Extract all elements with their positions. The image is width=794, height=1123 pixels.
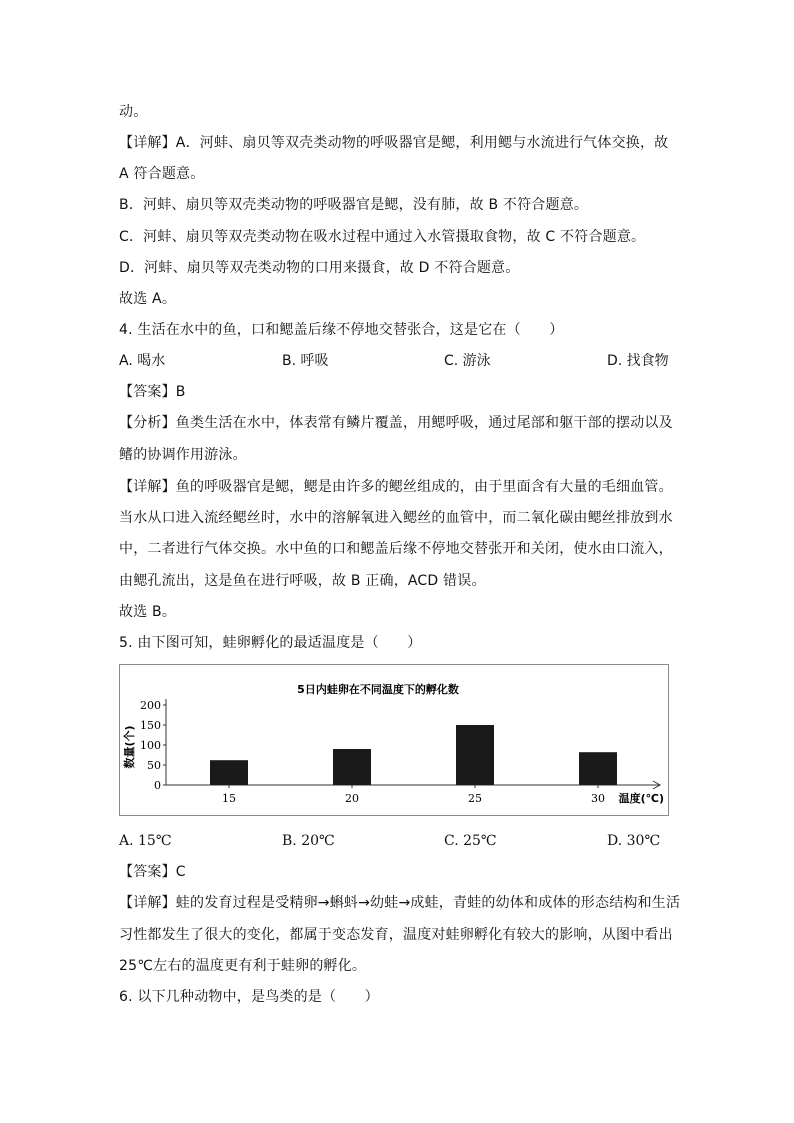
- text-line: 故选 A。: [119, 291, 177, 307]
- q4-option-a: A. 喝水: [119, 353, 166, 369]
- text-line: D．河蚌、扇贝等双壳类动物的口用来摄食，故 D 不符合题意。: [119, 260, 520, 276]
- text-line: A 符合题意。: [119, 166, 205, 182]
- x-axis-label: 温度(℃): [618, 792, 664, 805]
- y-tick-label: 100: [140, 739, 161, 752]
- bar-chart: [120, 665, 668, 815]
- q5-option-a: A. 15℃: [119, 833, 172, 849]
- text-line: 动。: [119, 104, 148, 120]
- x-tick-label: 25: [468, 792, 482, 805]
- text-line: 【详解】蛙的发育过程是受精卵→蝌蚪→幼蛙→成蛙，青蛙的幼体和成体的形态结构和生活: [119, 895, 681, 911]
- bar: [579, 752, 617, 785]
- text-line: 故选 B。: [119, 604, 177, 620]
- bar: [210, 760, 248, 785]
- text-line: 鳍的协调作用游泳。: [119, 447, 247, 463]
- chart-frame: [119, 664, 669, 816]
- q5-option-c: C. 25℃: [444, 833, 497, 849]
- text-line: B．河蚌、扇贝等双壳类动物的呼吸器官是鳃，没有肺，故 B 不符合题意。: [119, 197, 589, 213]
- text-line: 习性都发生了很大的变化，都属于变态发育，温度对蛙卵孵化有较大的影响，从图中看出: [119, 927, 673, 943]
- text-line: C．河蚌、扇贝等双壳类动物在吸水过程中通过入水管摄取食物，故 C 不符合题意。: [119, 229, 646, 245]
- question-5: 5. 由下图可知，蛙卵孵化的最适温度是（ ）: [119, 635, 422, 651]
- text-line: 当水从口进入流经鳃丝时，水中的溶解氧进入鳃丝的血管中，而二氧化碳由鳃丝排放到水: [119, 510, 673, 526]
- text-line: 【详解】鱼的呼吸器官是鳃，鳃是由许多的鳃丝组成的，由于里面含有大量的毛细血管。: [119, 479, 673, 495]
- q5-option-d: D. 30℃: [607, 833, 661, 849]
- text-line: 【详解】A．河蚌、扇贝等双壳类动物的呼吸器官是鳃，利用鳃与水流进行气体交换，故: [119, 135, 669, 151]
- text-line: 中，二者进行气体交换。水中鱼的口和鳃盖后缘不停地交替张开和关闭，使水由口流入，: [119, 541, 673, 557]
- chart-title: 5日内蛙卵在不同温度下的孵化数: [297, 683, 459, 696]
- bar: [333, 749, 371, 785]
- answer-label: 【答案】B: [119, 384, 186, 400]
- text-line: 由鳃孔流出，这是鱼在进行呼吸，故 B 正确，ACD 错误。: [119, 573, 486, 589]
- q4-option-d: D. 找食物: [607, 353, 669, 369]
- y-tick-label: 0: [154, 779, 161, 792]
- y-tick-label: 50: [147, 759, 161, 772]
- y-tick-label: 150: [140, 719, 161, 732]
- y-axis-label: 数量(个): [123, 725, 136, 769]
- question-6: 6. 以下几种动物中，是鸟类的是（ ）: [119, 989, 379, 1005]
- bar: [456, 725, 494, 785]
- q4-option-c: C. 游泳: [444, 353, 491, 369]
- q4-option-b: B. 呼吸: [282, 353, 329, 369]
- text-line: 【分析】鱼类生活在水中，体表常有鳞片覆盖，用鳃呼吸，通过尾部和躯干部的摆动以及: [119, 415, 673, 431]
- x-tick-label: 20: [345, 792, 359, 805]
- q5-option-b: B. 20℃: [282, 833, 335, 849]
- y-tick-label: 200: [140, 699, 161, 712]
- x-tick-label: 15: [222, 792, 236, 805]
- answer-label: 【答案】C: [119, 864, 186, 880]
- text-line: 25℃左右的温度更有利于蛙卵的孵化。: [119, 958, 367, 974]
- question-4: 4. 生活在水中的鱼，口和鳃盖后缘不停地交替张合，这是它在（ ）: [119, 322, 564, 338]
- x-tick-label: 30: [591, 792, 605, 805]
